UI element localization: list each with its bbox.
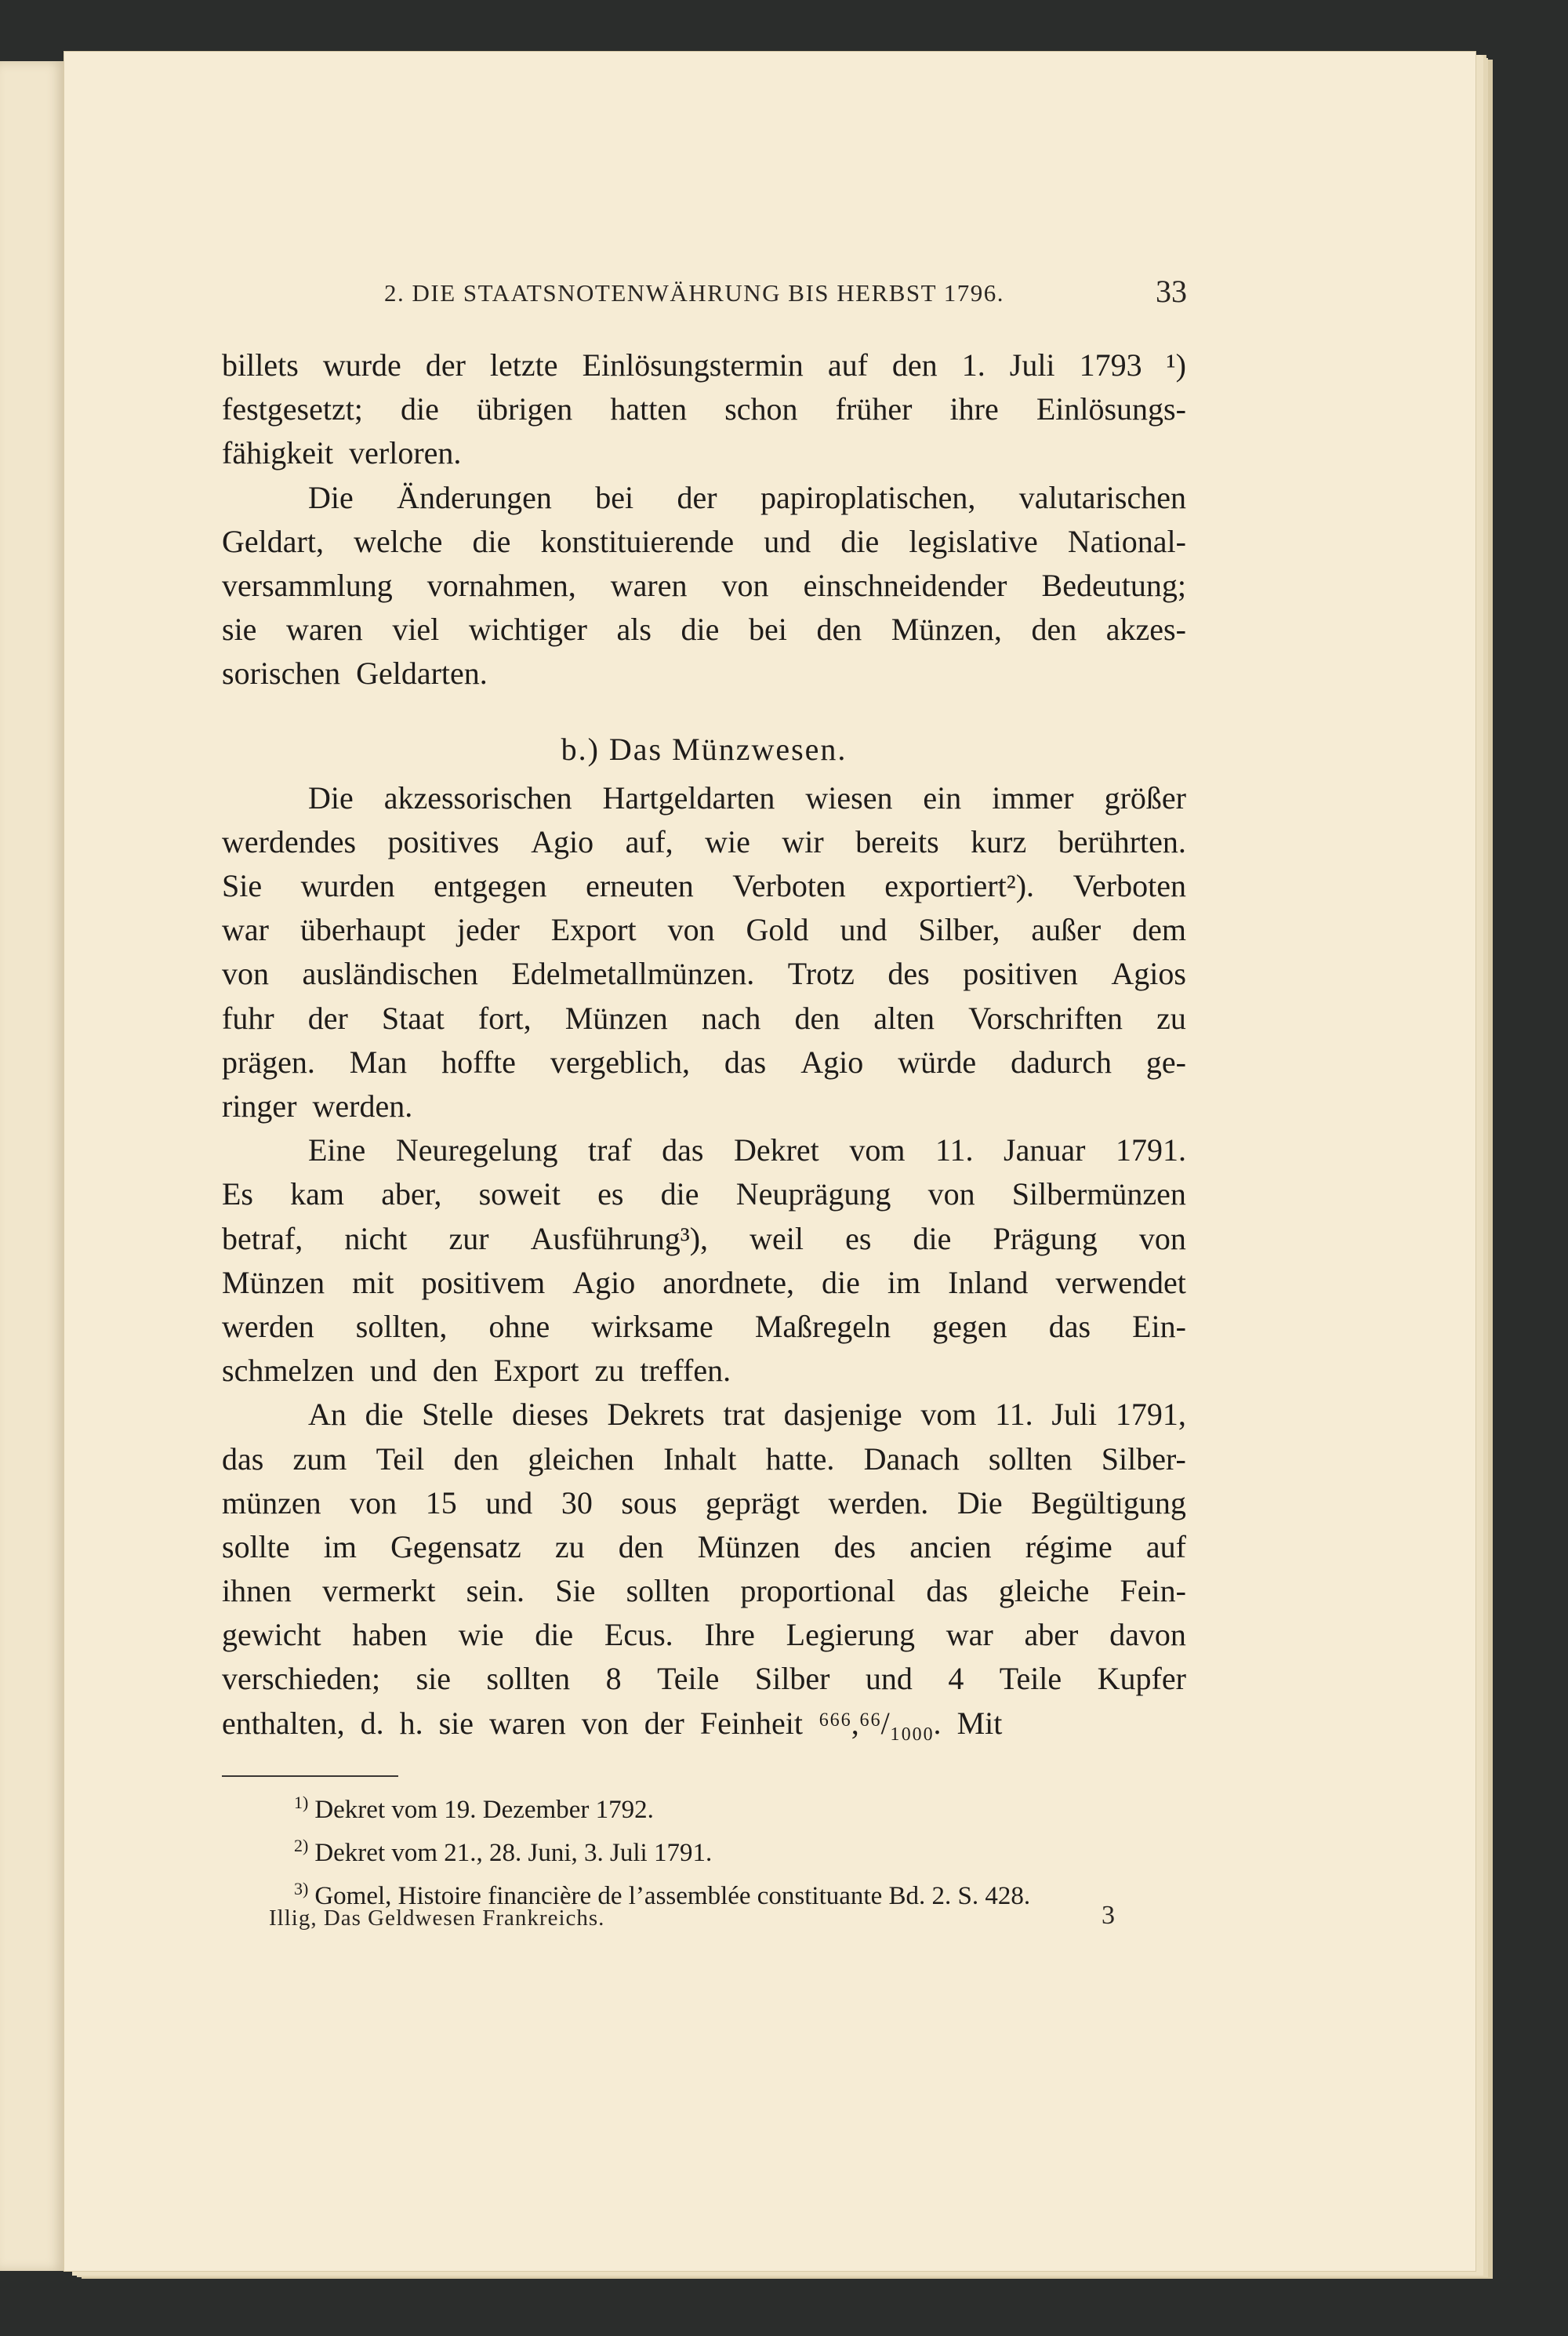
text-line: [222, 652, 1186, 696]
word: viel: [392, 612, 440, 648]
text-line: [222, 564, 1186, 608]
word: würde: [898, 1044, 977, 1080]
word: die: [681, 612, 720, 648]
word: d.: [360, 1705, 384, 1741]
word: 1793: [1079, 347, 1142, 383]
word: die: [660, 1176, 699, 1212]
word: das: [724, 1044, 767, 1080]
page-footer: [269, 1901, 1116, 1931]
section-heading: b.) Das Münzwesen.: [561, 731, 848, 767]
word: legislative: [909, 523, 1038, 559]
word: gleichen: [528, 1440, 634, 1477]
word: Silber,: [918, 912, 1000, 948]
word: schmelzen: [222, 1353, 354, 1389]
word: Export: [550, 912, 637, 948]
word: überhaupt: [299, 912, 426, 948]
word: die: [535, 1617, 574, 1653]
word: vornahmen,: [426, 567, 576, 603]
word: Teile: [657, 1661, 720, 1697]
word: Feinheit: [699, 1705, 803, 1741]
word: Gold: [746, 912, 809, 948]
word: sie: [416, 1661, 452, 1697]
word: 4: [948, 1661, 964, 1697]
word: dieses: [511, 1397, 589, 1433]
word: sollten: [486, 1661, 571, 1697]
word: berührten.: [1058, 823, 1186, 859]
word: wurden: [300, 868, 395, 904]
signature-number: 3: [1102, 1901, 1116, 1930]
word: Münzen: [697, 1528, 800, 1564]
word: davon: [1109, 1617, 1186, 1653]
word: Dekrets: [607, 1397, 705, 1433]
text-line: [222, 776, 1186, 820]
word: waren: [610, 567, 688, 603]
word: Geldarten.: [356, 656, 488, 692]
word: entgegen: [434, 868, 547, 904]
word: münzen: [222, 1484, 321, 1520]
word: haben: [352, 1617, 427, 1653]
word: Januar: [1004, 1132, 1086, 1168]
word: Teile: [999, 1661, 1062, 1697]
word: 1.: [961, 347, 985, 383]
word: sie: [222, 612, 257, 648]
word: Einlösungs-: [1036, 391, 1186, 427]
word: im: [323, 1528, 358, 1564]
text-line: [222, 1128, 1186, 1172]
word: exportiert²).: [884, 868, 1035, 904]
word: schon: [724, 391, 798, 427]
word: vom: [920, 1397, 977, 1433]
word: wirksame: [591, 1308, 713, 1344]
word: bei: [748, 612, 787, 648]
word: vermerkt: [322, 1573, 436, 1609]
word: hatte.: [765, 1440, 835, 1477]
word: konstituierende: [540, 523, 735, 559]
word: vergeblich,: [550, 1044, 690, 1080]
word: billets: [222, 347, 299, 383]
word: traf: [588, 1132, 632, 1168]
word: kam: [290, 1176, 345, 1212]
word: wie: [458, 1617, 504, 1653]
word: sous: [621, 1484, 677, 1520]
word: akzes-: [1105, 612, 1186, 648]
word: Geldart,: [222, 523, 324, 559]
text-line: [222, 476, 1186, 520]
text-line: [222, 1481, 1186, 1525]
word: 11.: [995, 1397, 1033, 1433]
text-line: [222, 1217, 1186, 1261]
word: aber: [1024, 1617, 1079, 1653]
word: war: [222, 912, 269, 948]
word: Münzen,: [891, 612, 1002, 648]
word: den: [618, 1528, 664, 1564]
word: jeder: [456, 912, 520, 948]
word: ihre: [949, 391, 999, 427]
word: Einlösungstermin: [582, 347, 804, 383]
word: Münzen: [564, 1000, 668, 1036]
word: Fein-: [1120, 1573, 1186, 1609]
word: treffen.: [640, 1353, 731, 1389]
word: 8: [605, 1661, 622, 1697]
word: der: [677, 479, 717, 515]
word: Ecus.: [604, 1617, 673, 1653]
footnote-mark: 2): [294, 1836, 309, 1855]
word: 11.: [935, 1132, 974, 1168]
word: fähigkeit: [222, 435, 334, 471]
word: von: [927, 1176, 975, 1212]
word: zur: [448, 1220, 489, 1256]
word: und: [485, 1484, 533, 1520]
text-line: [222, 1657, 1186, 1701]
word: das: [222, 1440, 264, 1477]
word: übrigen: [477, 391, 573, 427]
footnote-mark: 1): [294, 1793, 309, 1812]
word: National-: [1067, 523, 1186, 559]
word: den: [816, 612, 862, 648]
word: von: [581, 1705, 629, 1741]
word: betraf,: [222, 1220, 303, 1256]
word: Inhalt: [663, 1440, 737, 1477]
word: gegen: [932, 1308, 1007, 1344]
word: von: [721, 567, 769, 603]
word: enthalten,: [222, 1705, 345, 1741]
word: mit: [352, 1264, 394, 1300]
word: 1791,: [1115, 1397, 1186, 1433]
word: außer: [1031, 912, 1102, 948]
word: positivem: [421, 1264, 546, 1300]
word: Prägung: [993, 1220, 1098, 1256]
word: Hartgeldarten: [602, 779, 775, 816]
word: anordnete,: [662, 1264, 794, 1300]
word: der: [644, 1705, 684, 1741]
facing-page-edge: [0, 61, 67, 2271]
word: und: [369, 1353, 417, 1389]
word: den: [1031, 612, 1077, 648]
word: sollten,: [355, 1308, 448, 1344]
word: ein: [923, 779, 962, 816]
word: Die: [956, 1484, 1003, 1520]
word: alten: [873, 1000, 935, 1036]
word: verschieden;: [222, 1661, 381, 1697]
word: sein.: [466, 1573, 525, 1609]
word: im: [887, 1264, 921, 1300]
word: dasjenige: [783, 1397, 902, 1433]
word: sollten: [626, 1573, 710, 1609]
word: ohne: [488, 1308, 550, 1344]
word: Mit: [956, 1705, 1003, 1741]
footnote: [294, 1785, 1188, 1828]
word: wie: [705, 823, 750, 859]
word: die: [472, 523, 511, 559]
word: sollten: [988, 1440, 1073, 1477]
word: Silber-: [1101, 1440, 1186, 1477]
word: wir: [782, 823, 824, 859]
word: Agio: [572, 1264, 636, 1300]
word: Vorschriften: [968, 1000, 1123, 1036]
word: valutarischen: [1018, 479, 1186, 515]
word: war: [946, 1617, 993, 1653]
word: nach: [701, 1000, 761, 1036]
word: Eine: [308, 1132, 366, 1168]
word: Ihre: [704, 1617, 755, 1653]
word: positiven: [963, 956, 1078, 992]
footnote: [294, 1828, 1188, 1871]
footnote-rule: [222, 1775, 398, 1777]
text-line: [222, 1349, 1186, 1393]
word: Export: [493, 1353, 579, 1389]
word: proportional: [740, 1573, 896, 1609]
word: das: [1048, 1308, 1091, 1344]
word: ihnen: [222, 1573, 292, 1609]
word: An: [308, 1397, 347, 1433]
word: dadurch: [1011, 1044, 1112, 1080]
word: es: [597, 1176, 624, 1212]
word: waren: [489, 1705, 566, 1741]
word: sorischen: [222, 656, 341, 692]
word: es: [845, 1220, 872, 1256]
word: Teil: [376, 1440, 425, 1477]
text-line: [222, 1172, 1186, 1216]
text-line: [222, 608, 1186, 652]
word: ge-: [1145, 1044, 1186, 1080]
text-line: [222, 343, 1186, 387]
word: Agio: [531, 823, 594, 859]
word: prägen.: [222, 1044, 315, 1080]
word: geprägt: [706, 1484, 800, 1520]
text-line: [222, 520, 1186, 564]
word: Edelmetallmünzen.: [511, 956, 755, 992]
word: Legierung: [786, 1617, 916, 1653]
word: wurde: [322, 347, 401, 383]
footnotes: [294, 1785, 1188, 1914]
text-line: [222, 1569, 1186, 1613]
word: zu: [1156, 1000, 1186, 1036]
running-head-title: 2. DIE STAATSNOTENWÄHRUNG BIS HERBST 1796.: [384, 279, 1005, 307]
text-line: [222, 1305, 1186, 1349]
word: werdendes: [222, 823, 357, 859]
word: Verboten: [1073, 868, 1186, 904]
word: wiesen: [805, 779, 893, 816]
word: des: [833, 1528, 877, 1564]
text-line: [222, 820, 1186, 864]
word: akzessorischen: [383, 779, 572, 816]
text-line: [222, 1393, 1186, 1437]
text-line: [222, 908, 1186, 952]
text-line: [222, 387, 1186, 431]
footnote-text: Dekret vom 19. Dezember 1792.: [314, 1796, 654, 1824]
word: auf: [1145, 1528, 1186, 1564]
word: die: [840, 523, 880, 559]
word: 15: [425, 1484, 457, 1520]
word: das: [926, 1573, 968, 1609]
word: Agio: [800, 1044, 864, 1080]
word: der: [425, 347, 466, 383]
word: Münzen: [222, 1264, 325, 1300]
word: vom: [849, 1132, 906, 1168]
word: Juli: [1009, 347, 1055, 383]
word: den: [453, 1440, 499, 1477]
word: ringer: [222, 1088, 297, 1124]
word: immer: [992, 779, 1074, 816]
word: welche: [354, 523, 443, 559]
footnote-mark: 3): [294, 1879, 309, 1898]
word: ancien: [909, 1528, 992, 1564]
word: Ausführung³),: [530, 1220, 709, 1256]
word: Änderungen: [397, 479, 552, 515]
word: verloren.: [349, 435, 462, 471]
word: von: [1138, 1220, 1186, 1256]
word: Trotz: [787, 956, 855, 992]
text-line: [222, 1613, 1186, 1657]
word: waren: [286, 612, 363, 648]
word: fuhr: [222, 1000, 274, 1036]
word: gewicht: [222, 1617, 321, 1653]
word: größer: [1104, 779, 1186, 816]
word: einschneidender: [803, 567, 1007, 603]
word: Sie: [555, 1573, 596, 1609]
word: früher: [835, 391, 913, 427]
text-line: [222, 1041, 1186, 1084]
word: und: [865, 1661, 913, 1697]
word: Dekret: [733, 1132, 819, 1168]
word: fort,: [477, 1000, 532, 1036]
word: auf: [827, 347, 868, 383]
body-text: [222, 343, 1186, 1746]
text-line: [222, 997, 1186, 1041]
word: versammlung: [222, 567, 393, 603]
word: Kupfer: [1097, 1661, 1186, 1697]
word: auf,: [625, 823, 673, 859]
word: Stelle: [422, 1397, 494, 1433]
text-line: [222, 1525, 1186, 1569]
word: Neuprägung: [735, 1176, 891, 1212]
word: ⁶⁶⁶,⁶⁶/₁₀₀₀.: [818, 1705, 942, 1741]
text-line: [222, 1702, 1186, 1746]
word: bei: [595, 479, 634, 515]
word: der: [307, 1000, 348, 1036]
word: Ein-: [1132, 1308, 1186, 1344]
word: ausländischen: [302, 956, 478, 992]
word: werden.: [828, 1484, 929, 1520]
word: Die: [308, 779, 354, 816]
word: h.: [399, 1705, 423, 1741]
text-line: [222, 1261, 1186, 1305]
word: aber,: [381, 1176, 442, 1212]
word: bereits: [855, 823, 939, 859]
word: zum: [292, 1440, 347, 1477]
page-number: 33: [1156, 274, 1187, 309]
footnote-text: Gomel, Histoire financière de l’assemblée constituante Bd. 2. S. 428.: [314, 1882, 1031, 1910]
word: Bedeutung;: [1041, 567, 1186, 603]
word: gleiche: [998, 1573, 1090, 1609]
word: Inland: [948, 1264, 1029, 1300]
word: Verboten: [732, 868, 846, 904]
word: 30: [561, 1484, 593, 1520]
word: von: [667, 912, 715, 948]
text-line: [222, 431, 1186, 475]
word: festgesetzt;: [222, 391, 363, 427]
word: Begültigung: [1031, 1484, 1186, 1520]
word: nicht: [344, 1220, 408, 1256]
word: 1791.: [1116, 1132, 1186, 1168]
word: Silber: [754, 1661, 830, 1697]
word: den: [891, 347, 938, 383]
word: sie: [438, 1705, 474, 1741]
word: Staat: [381, 1000, 445, 1036]
word: hatten: [610, 391, 688, 427]
word: werden.: [312, 1088, 413, 1124]
word: Man: [349, 1044, 408, 1080]
word: Es: [222, 1176, 253, 1212]
word: von: [350, 1484, 397, 1520]
text-line: [222, 1084, 1186, 1128]
word: Agios: [1111, 956, 1186, 992]
word: Sie: [222, 868, 263, 904]
word: Silbermünzen: [1011, 1176, 1186, 1212]
word: die: [913, 1220, 952, 1256]
word: und: [764, 523, 811, 559]
word: soweit: [478, 1176, 561, 1212]
word: die: [401, 391, 439, 427]
word: zu: [594, 1353, 625, 1389]
word: werden: [222, 1308, 314, 1344]
word: die: [365, 1397, 404, 1433]
word: Neuregelung: [395, 1132, 558, 1168]
text-line: [222, 864, 1186, 908]
text-line: [222, 1437, 1186, 1481]
word: zu: [554, 1528, 585, 1564]
word: als: [616, 612, 652, 648]
word: den: [432, 1353, 478, 1389]
page-stack-edge: [1475, 55, 1486, 2271]
word: kurz: [971, 823, 1027, 859]
word: ¹): [1166, 347, 1186, 383]
word: Danach: [863, 1440, 960, 1477]
footnote-text: Dekret vom 21., 28. Juni, 3. Juli 1791.: [314, 1839, 713, 1867]
word: régime: [1025, 1528, 1112, 1564]
word: von: [222, 956, 269, 992]
word: weil: [750, 1220, 804, 1256]
text-line: [222, 952, 1186, 996]
word: Gegensatz: [390, 1528, 521, 1564]
word: Maßregeln: [754, 1308, 891, 1344]
word: trat: [723, 1397, 765, 1433]
word: die: [821, 1264, 860, 1300]
word: das: [662, 1132, 704, 1168]
word: erneuten: [586, 868, 694, 904]
word: hoffte: [441, 1044, 516, 1080]
word: Juli: [1051, 1397, 1098, 1433]
word: letzte: [489, 347, 558, 383]
word: den: [794, 1000, 840, 1036]
word: dem: [1132, 912, 1186, 948]
word: Die: [308, 479, 354, 515]
signature-text: Illig, Das Geldwesen Frankreichs.: [269, 1905, 605, 1931]
word: und: [840, 912, 887, 948]
word: papiroplatischen,: [760, 479, 976, 515]
word: des: [887, 956, 930, 992]
word: verwendet: [1055, 1264, 1186, 1300]
word: positives: [387, 823, 499, 859]
word: sollte: [222, 1528, 290, 1564]
word: wichtiger: [468, 612, 587, 648]
